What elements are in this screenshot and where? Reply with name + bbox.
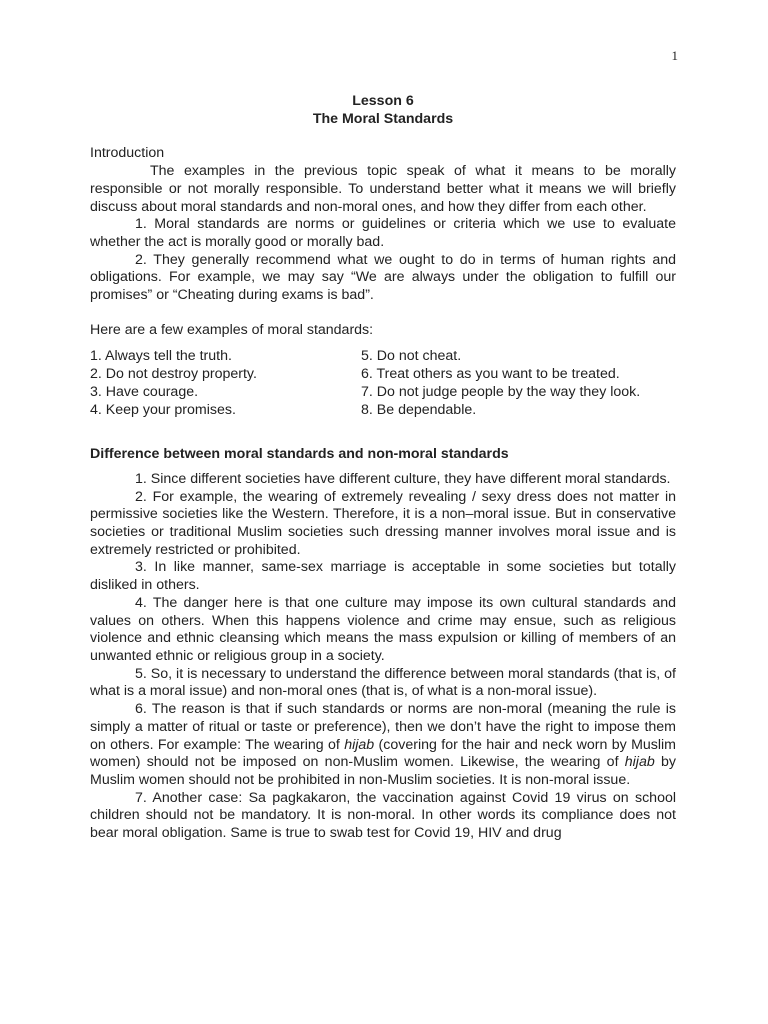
difference-point: 3. In like manner, same-sex marriage is acceptable in some societies but totally disliked in others. xyxy=(90,559,676,594)
example-item: 3. Have courage. xyxy=(90,383,199,400)
point6-text-b: (covering for the hair and neck worn by Muslim women) should not be imposed on non-Muslim women. Likewise, the wearing of xyxy=(90,736,677,771)
examples-intro: Here are a few examples of moral standards: xyxy=(90,321,374,338)
intro-point: 1. Moral standards are norms or guidelines or criteria which we use to evaluate whether the act is morally good or morally bad. xyxy=(90,216,676,250)
example-item: 8. Be dependable. xyxy=(361,401,477,418)
difference-point: 1. Since different societies have different culture, they have different moral standards. xyxy=(135,470,671,487)
intro-point: 2. They generally recommend what we ought to do in terms of human rights and obligations. For example, we may say “We are always under the obligation to fulfill our promises” or “Cheating during exams is bad”. xyxy=(90,251,676,304)
hijab-term: hijab xyxy=(624,754,655,771)
difference-point: 5. So, it is necessary to understand the difference between moral standards (that is, of what is a moral issue) and non-moral ones (that is, of what is a non-moral issue). xyxy=(90,665,676,700)
difference-point: 2. For example, the wearing of extremely revealing / sexy dress does not matter in permissive societies like the Western. Therefore, it is a non–moral issue. But in conservative societies or traditional Muslim societies such dressing manner involves moral issue and is extremely restricted or prohibited. xyxy=(90,488,676,558)
section-heading: Difference between moral standards and non-moral standards xyxy=(90,446,509,463)
spacer xyxy=(90,305,676,322)
example-item: 1. Always tell the truth. xyxy=(90,348,232,365)
introduction-heading: Introduction xyxy=(90,145,165,162)
document-body xyxy=(90,93,676,843)
difference-point-7: 7. Another case: Sa pagkakaron, the vaccination against Covid 19 virus on school children should not be mandatory. It is non-moral. In other words its compliance does not bear moral obligation. Same is true to swab test for Covid 19, HIV and drug xyxy=(90,789,676,842)
page-number: 1 xyxy=(671,48,678,63)
example-item: 7. Do not judge people by the way they look. xyxy=(361,383,641,400)
example-item: 6. Treat others as you want to be treated. xyxy=(361,366,620,383)
point6-text-c: by Muslim women should not be prohibited in non-Muslim societies. It is non-moral issue. xyxy=(90,754,676,788)
lesson-label: Lesson 6 xyxy=(352,93,414,109)
example-item: 5. Do not cheat. xyxy=(361,348,462,365)
difference-point-6 xyxy=(90,701,676,790)
document-title: The Moral Standards xyxy=(312,110,454,127)
example-item: 4. Keep your promises. xyxy=(90,401,236,418)
difference-point: 4. The danger here is that one culture may impose its own cultural standards and values on others. When this happens violence and crime may ensue, such as religious violence and ethnic cleansing which means the mass expulsion or killing of members of an unwanted ethnic or religious group in a society. xyxy=(90,594,676,664)
intro-paragraph: The examples in the previous topic speak of what it means to be morally responsible or not morally responsible. To understand better what it means we will briefly discuss about moral standards and non-moral ones, and how they differ from each other. xyxy=(90,163,676,215)
example-item: 2. Do not destroy property. xyxy=(90,366,257,383)
examples-list xyxy=(90,348,676,419)
hijab-term: hijab xyxy=(344,736,375,753)
point6-text-a: 6. The reason is that if such standards or norms are non-moral (meaning the rule is simply a matter of ritual or taste or preference), then we don’t have the right to impose them on others. For example: The wearing of xyxy=(90,701,676,753)
